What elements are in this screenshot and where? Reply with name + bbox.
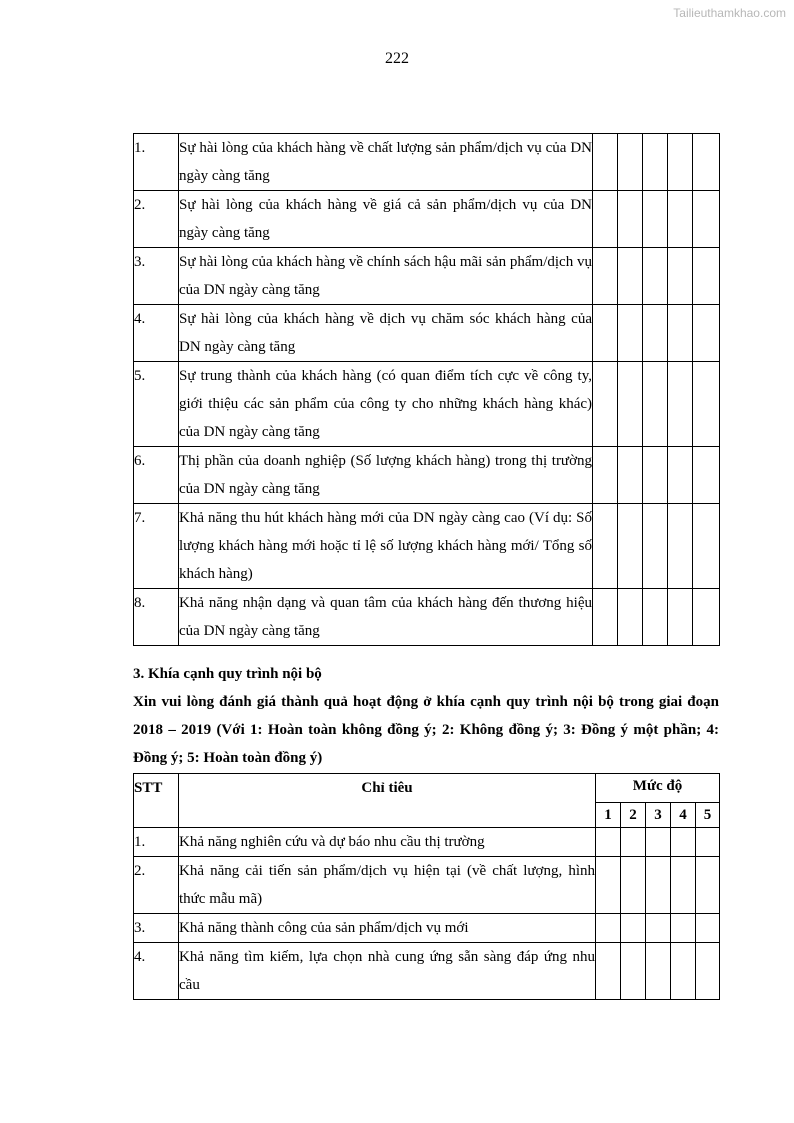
- header-scale-3: 3: [646, 803, 671, 828]
- table-row: [134, 504, 720, 589]
- criteria-text: Thị phần của doanh nghiệp (Số lượng khách hàng) trong thị trường của DN ngày càng tăng: [179, 447, 593, 504]
- rating-cell-3[interactable]: [643, 447, 668, 504]
- rating-cell-1[interactable]: [593, 447, 618, 504]
- rating-cell-1[interactable]: [596, 857, 621, 914]
- header-scale-4: 4: [671, 803, 696, 828]
- table-row: [134, 191, 720, 248]
- rating-cell-5[interactable]: [693, 589, 720, 646]
- rating-cell-3[interactable]: [646, 857, 671, 914]
- rating-cell-2[interactable]: [618, 589, 643, 646]
- header-criteria: Chỉ tiêu: [179, 774, 596, 828]
- rating-cell-5[interactable]: [696, 828, 720, 857]
- rating-cell-2[interactable]: [621, 943, 646, 1000]
- table-row: [134, 447, 720, 504]
- rating-cell-4[interactable]: [668, 134, 693, 191]
- rating-cell-5[interactable]: [693, 191, 720, 248]
- internal-process-table: [133, 773, 720, 1000]
- section-instructions: Xin vui lòng đánh giá thành quả hoạt động ở khía cạnh quy trình nội bộ trong giai đoạn 2018 – 2019 (Với 1: Hoàn toàn không đồng ý; 2: Không đồng ý; 3: Đồng ý một phần; 4: Đồng ý; 5: Hoàn toàn đồng ý): [133, 694, 719, 766]
- rating-cell-2[interactable]: [618, 447, 643, 504]
- rating-cell-5[interactable]: [693, 447, 720, 504]
- rating-cell-4[interactable]: [668, 447, 693, 504]
- rating-cell-2[interactable]: [621, 914, 646, 943]
- rating-cell-2[interactable]: [621, 857, 646, 914]
- criteria-text: Sự hài lòng của khách hàng về chất lượng sản phẩm/dịch vụ của DN ngày càng tăng: [179, 134, 593, 191]
- header-level: Mức độ: [596, 774, 720, 803]
- row-number: 2.: [134, 857, 179, 914]
- table-row: [134, 589, 720, 646]
- rating-cell-3[interactable]: [643, 362, 668, 447]
- row-number: 3.: [134, 914, 179, 943]
- rating-cell-1[interactable]: [593, 134, 618, 191]
- rating-cell-2[interactable]: [618, 191, 643, 248]
- rating-cell-4[interactable]: [668, 504, 693, 589]
- table-row: [134, 914, 720, 943]
- rating-cell-3[interactable]: [646, 828, 671, 857]
- rating-cell-4[interactable]: [668, 305, 693, 362]
- customer-criteria-table: [133, 133, 720, 646]
- rating-cell-3[interactable]: [643, 248, 668, 305]
- rating-cell-3[interactable]: [646, 914, 671, 943]
- header-scale-2: 2: [621, 803, 646, 828]
- row-number: 6.: [134, 447, 179, 504]
- page-number: 222: [385, 50, 409, 67]
- rating-cell-5[interactable]: [696, 914, 720, 943]
- rating-cell-4[interactable]: [671, 943, 696, 1000]
- rating-cell-4[interactable]: [671, 857, 696, 914]
- rating-cell-5[interactable]: [696, 857, 720, 914]
- rating-cell-2[interactable]: [618, 134, 643, 191]
- criteria-text: Khả năng tìm kiếm, lựa chọn nhà cung ứng sẵn sàng đáp ứng nhu cầu: [179, 943, 596, 1000]
- rating-cell-4[interactable]: [668, 362, 693, 447]
- rating-cell-5[interactable]: [693, 248, 720, 305]
- rating-cell-3[interactable]: [643, 134, 668, 191]
- rating-cell-4[interactable]: [668, 589, 693, 646]
- rating-cell-4[interactable]: [668, 191, 693, 248]
- row-number: 4.: [134, 305, 179, 362]
- rating-cell-4[interactable]: [671, 914, 696, 943]
- criteria-text: Sự hài lòng của khách hàng về chính sách hậu mãi sản phẩm/dịch vụ của DN ngày càng tăng: [179, 248, 593, 305]
- table-row: [134, 305, 720, 362]
- rating-cell-5[interactable]: [693, 305, 720, 362]
- rating-cell-1[interactable]: [593, 191, 618, 248]
- table-row: [134, 828, 720, 857]
- row-number: 5.: [134, 362, 179, 447]
- row-number: 7.: [134, 504, 179, 589]
- rating-cell-2[interactable]: [621, 828, 646, 857]
- rating-cell-1[interactable]: [596, 828, 621, 857]
- rating-cell-2[interactable]: [618, 362, 643, 447]
- row-number: 1.: [134, 134, 179, 191]
- row-number: 1.: [134, 828, 179, 857]
- table-row: [134, 857, 720, 914]
- header-scale-1: 1: [596, 803, 621, 828]
- rating-cell-1[interactable]: [593, 589, 618, 646]
- rating-cell-5[interactable]: [693, 134, 720, 191]
- row-number: 2.: [134, 191, 179, 248]
- criteria-text: Khả năng thành công của sản phẩm/dịch vụ mới: [179, 914, 596, 943]
- rating-cell-3[interactable]: [643, 504, 668, 589]
- rating-cell-4[interactable]: [671, 828, 696, 857]
- rating-cell-1[interactable]: [593, 248, 618, 305]
- rating-cell-1[interactable]: [593, 305, 618, 362]
- criteria-text: Sự hài lòng của khách hàng về giá cả sản phẩm/dịch vụ của DN ngày càng tăng: [179, 191, 593, 248]
- table-row: [134, 943, 720, 1000]
- row-number: 8.: [134, 589, 179, 646]
- criteria-text: Sự trung thành của khách hàng (có quan điểm tích cực về công ty, giới thiệu các sản phẩm của công ty cho những khách hàng khác) của DN ngày càng tăng: [179, 362, 593, 447]
- criteria-text: Khả năng cải tiến sản phẩm/dịch vụ hiện tại (về chất lượng, hình thức mẫu mã): [179, 857, 596, 914]
- rating-cell-1[interactable]: [593, 362, 618, 447]
- rating-cell-5[interactable]: [693, 362, 720, 447]
- customer-criteria-body: [134, 134, 720, 646]
- watermark: Tailieuthamkhao.com: [673, 6, 786, 20]
- header-scale-5: 5: [696, 803, 720, 828]
- rating-cell-4[interactable]: [668, 248, 693, 305]
- rating-cell-3[interactable]: [643, 589, 668, 646]
- rating-cell-5[interactable]: [693, 504, 720, 589]
- rating-cell-2[interactable]: [618, 305, 643, 362]
- rating-cell-3[interactable]: [646, 943, 671, 1000]
- rating-cell-1[interactable]: [593, 504, 618, 589]
- criteria-text: Sự hài lòng của khách hàng về dịch vụ chăm sóc khách hàng của DN ngày càng tăng: [179, 305, 593, 362]
- table-row: [134, 362, 720, 447]
- rating-cell-5[interactable]: [696, 943, 720, 1000]
- criteria-text: Khả năng thu hút khách hàng mới của DN ngày càng cao (Ví dụ: Số lượng khách hàng mới hoặc tỉ lệ số lượng khách hàng mới/ Tổng số khách hàng): [179, 504, 593, 589]
- header-stt: STT: [134, 774, 179, 828]
- criteria-text: Khả năng nghiên cứu và dự báo nhu cầu thị trường: [179, 828, 596, 857]
- section-title: 3. Khía cạnh quy trình nội bộ: [133, 666, 322, 682]
- row-number: 4.: [134, 943, 179, 1000]
- rating-cell-2[interactable]: [618, 504, 643, 589]
- rating-cell-1[interactable]: [596, 914, 621, 943]
- internal-process-body: [134, 828, 720, 1000]
- row-number: 3.: [134, 248, 179, 305]
- rating-cell-1[interactable]: [596, 943, 621, 1000]
- rating-cell-2[interactable]: [618, 248, 643, 305]
- rating-cell-3[interactable]: [643, 191, 668, 248]
- criteria-text: Khả năng nhận dạng và quan tâm của khách hàng đến thương hiệu của DN ngày càng tăng: [179, 589, 593, 646]
- table-row: [134, 134, 720, 191]
- rating-cell-3[interactable]: [643, 305, 668, 362]
- table-row: [134, 248, 720, 305]
